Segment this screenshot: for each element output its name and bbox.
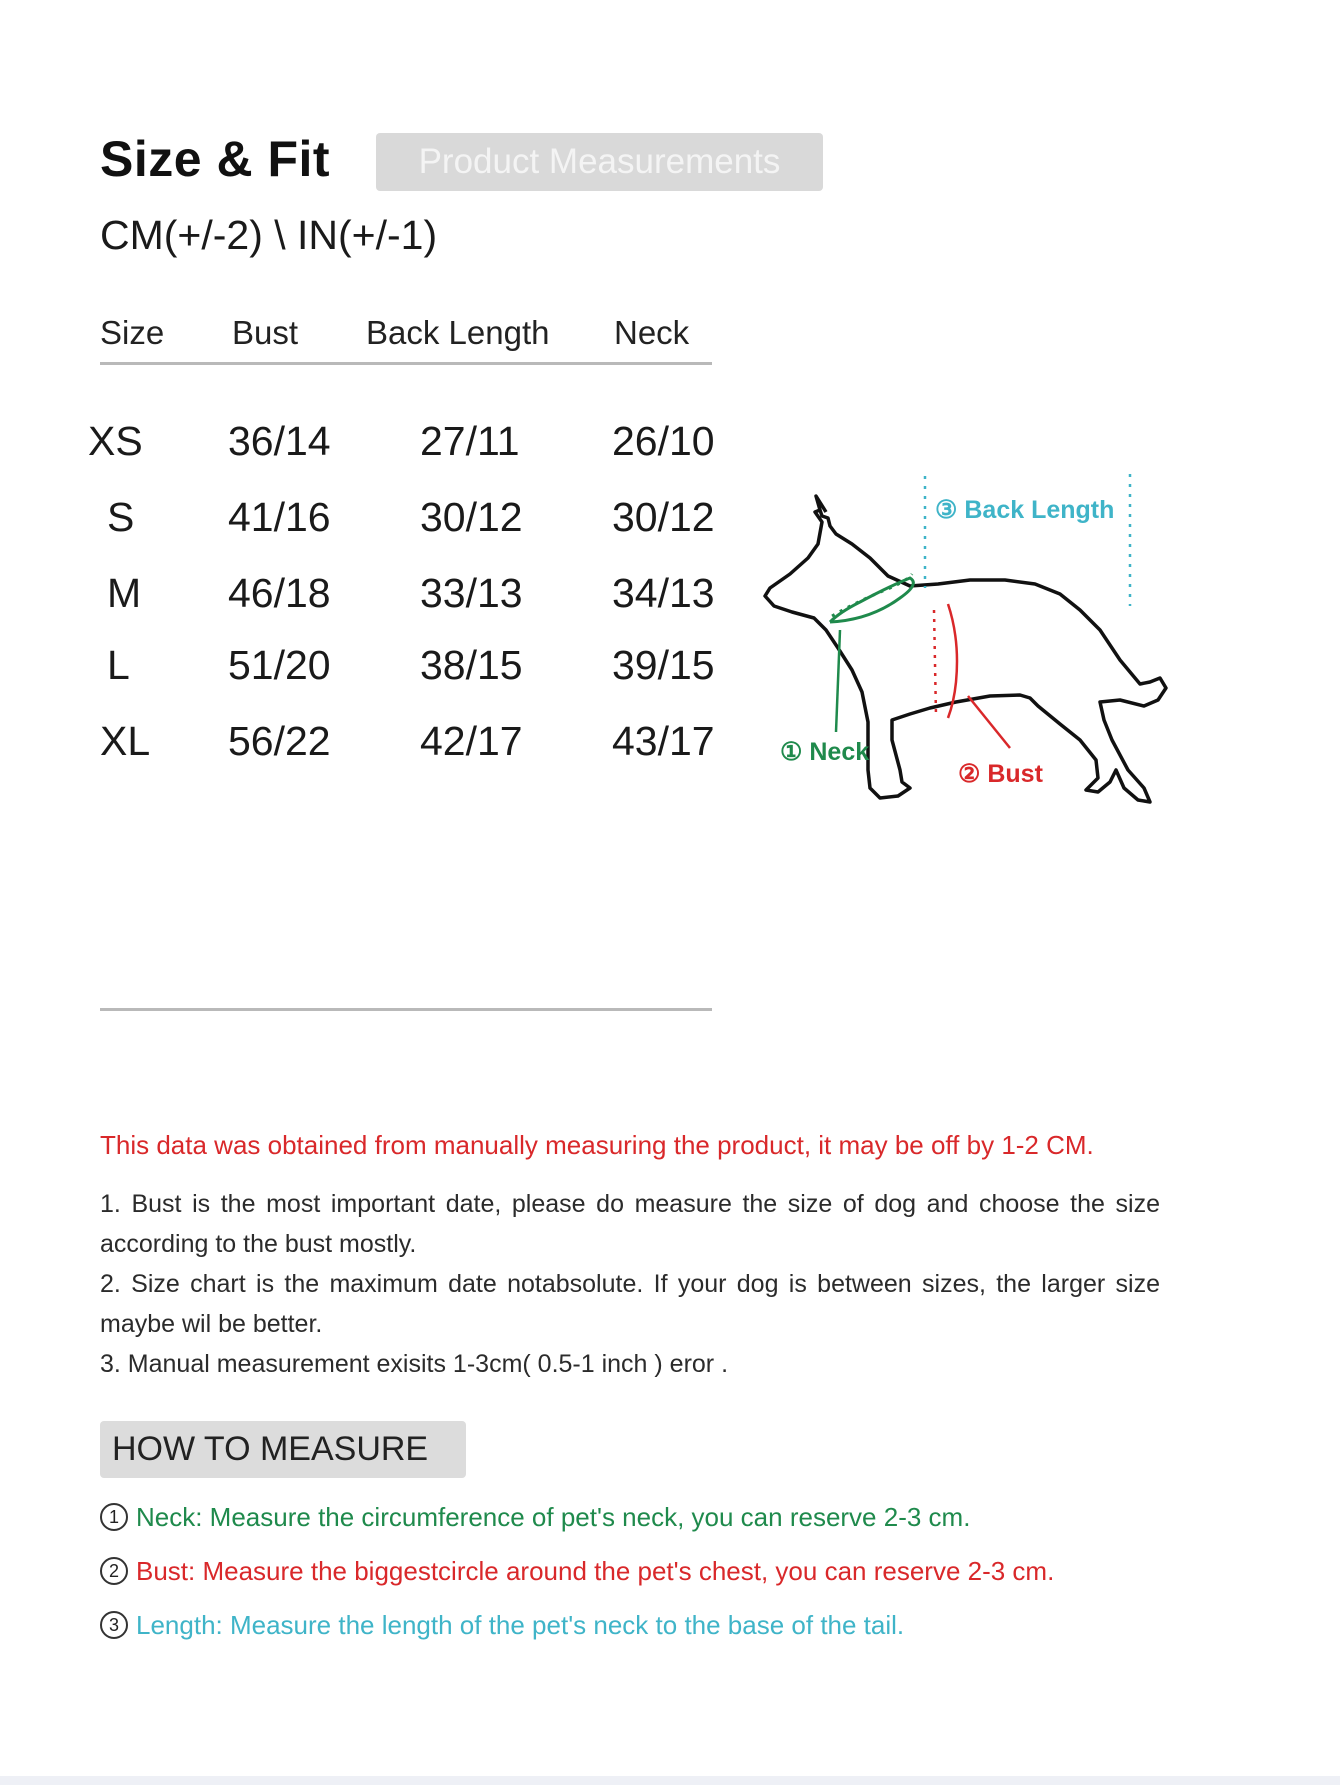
cell-back-length: 38/15 (420, 642, 523, 688)
cell-back-length: 30/12 (420, 494, 523, 540)
cell-neck: 34/13 (612, 570, 715, 616)
measure-text: Neck: Measure the circumference of pet's neck, you can reserve 2-3 cm. (136, 1502, 971, 1532)
cell-back-length: 27/11 (420, 418, 520, 464)
measure-instruction-bust (100, 1556, 1054, 1587)
col-header-back-length: Back Length (366, 314, 550, 351)
measurement-disclaimer: This data was obtained from manually measuring the product, it may be off by 1-2 CM. (100, 1130, 1094, 1160)
product-measurements-badge: Product Measurements (376, 133, 823, 191)
neck-label: ① Neck (780, 738, 870, 766)
measure-instruction-length (100, 1610, 904, 1641)
cell-size: L (107, 642, 130, 688)
number-3-icon: 3 (100, 1611, 128, 1639)
neck-measure-ring (830, 578, 913, 622)
cell-neck: 30/12 (612, 494, 715, 540)
table-footer-divider (100, 1008, 712, 1011)
page-title: Size & Fit (100, 131, 331, 187)
cell-bust: 46/18 (228, 570, 331, 616)
cell-size: M (107, 570, 142, 616)
how-to-measure-heading: HOW TO MEASURE (100, 1421, 466, 1478)
cell-size: XL (100, 718, 151, 764)
cell-bust: 36/14 (228, 418, 331, 464)
cell-back-length: 42/17 (420, 718, 523, 764)
back-length-label: ③ Back Length (935, 496, 1115, 524)
col-header-bust: Bust (232, 314, 299, 351)
number-1-icon: 1 (100, 1503, 128, 1531)
col-header-neck: Neck (614, 314, 690, 351)
note-item: 2. Size chart is the maximum date notabsolute. If your dog is between sizes, the larger size maybe wil be better. (100, 1270, 1160, 1338)
note-item: 1. Bust is the most important date, please do measure the size of dog and choose the size according to the bust mostly. (100, 1190, 1160, 1258)
measure-text: Length: Measure the length of the pet's neck to the base of the tail. (136, 1610, 905, 1640)
cell-back-length: 33/13 (420, 570, 523, 616)
bottom-edge-strip (0, 1776, 1340, 1785)
note-item: 3. Manual measurement exisits 1-3cm( 0.5-1 inch ) eror . (100, 1350, 729, 1378)
number-2-icon: 2 (100, 1557, 128, 1585)
cell-size: S (107, 494, 135, 540)
measure-text: Bust: Measure the biggestcircle around the pet's chest, you can reserve 2-3 cm. (136, 1556, 1055, 1586)
bust-leader-line (968, 696, 1010, 748)
cell-size: XS (88, 418, 143, 464)
cell-bust: 56/22 (228, 718, 331, 764)
table-header-divider (100, 362, 712, 365)
cell-bust: 51/20 (228, 642, 331, 688)
cell-neck: 26/10 (612, 418, 715, 464)
cell-neck: 39/15 (612, 642, 715, 688)
measure-instruction-neck (100, 1502, 970, 1533)
cell-bust: 41/16 (228, 494, 331, 540)
col-header-size: Size (100, 314, 165, 351)
cell-neck: 43/17 (612, 718, 715, 764)
dog-measurement-diagram (760, 470, 1220, 840)
bust-measure-dots (934, 610, 936, 716)
bust-label: ② Bust (958, 760, 1043, 788)
units-note: CM(+/-2) \ IN(+/-1) (100, 212, 438, 258)
